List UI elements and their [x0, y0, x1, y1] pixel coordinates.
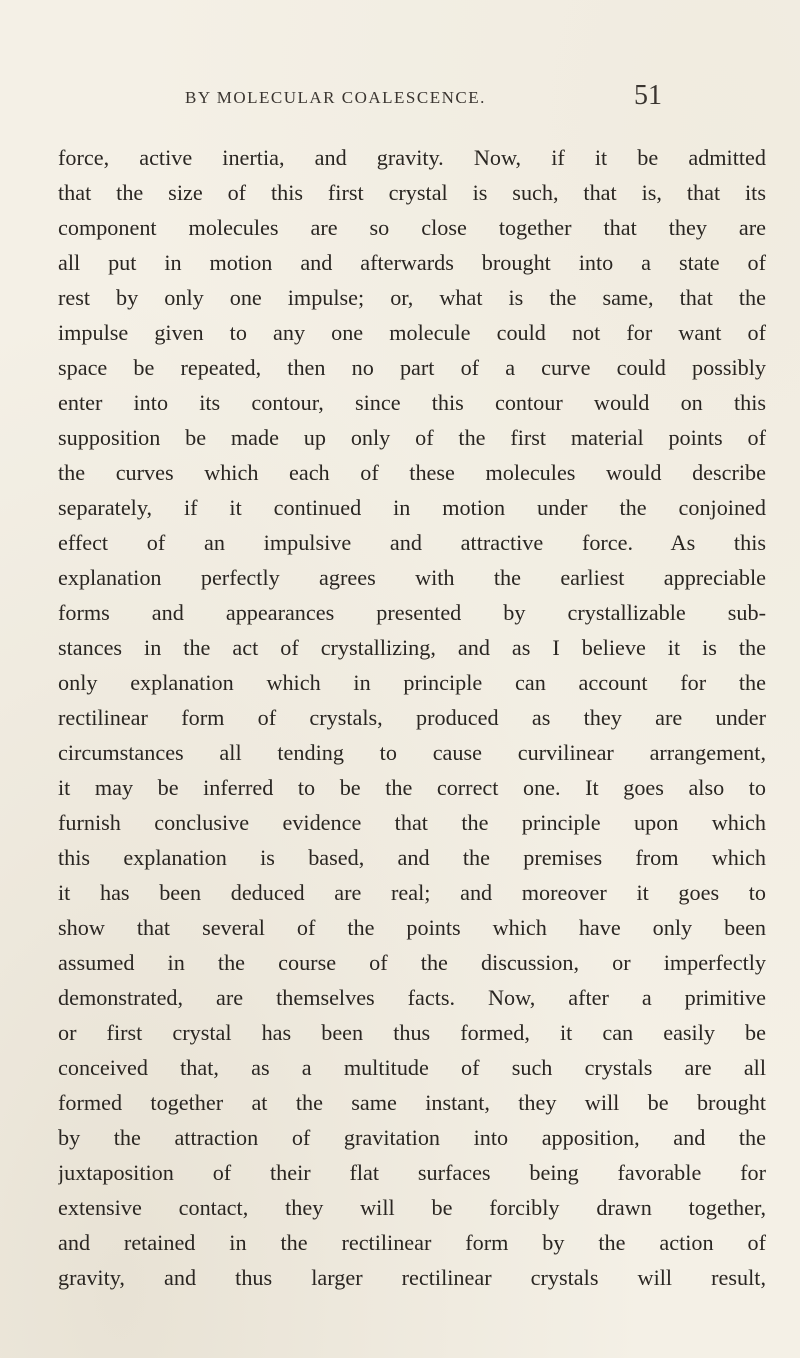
text-line: or first crystal has been thus formed, it can easily be: [58, 1020, 766, 1045]
text-line: all put in motion and afterwards brought into a state of: [58, 250, 766, 275]
text-line: gravity, and thus larger rectilinear crystals will result,: [58, 1265, 766, 1290]
running-head: [0, 80, 800, 110]
text-line: this explanation is based, and the premises from which: [58, 845, 766, 870]
text-line: rest by only one impulse; or, what is the same, that the: [58, 285, 766, 310]
text-line: explanation perfectly agrees with the earliest appreciable: [58, 565, 766, 590]
text-line: enter into its contour, since this contour would on this: [58, 390, 766, 415]
running-title: BY MOLECULAR COALESCENCE.: [185, 88, 486, 107]
text-line: only explanation which in principle can account for the: [58, 670, 766, 695]
text-line: demonstrated, are themselves facts. Now, after a primitive: [58, 985, 766, 1010]
text-line: circumstances all tending to cause curvilinear arrangement,: [58, 740, 766, 765]
text-line: assumed in the course of the discussion, or imperfectly: [58, 950, 766, 975]
text-line: separately, if it continued in motion under the conjoined: [58, 495, 766, 520]
text-line: it may be inferred to be the correct one. It goes also to: [58, 775, 766, 800]
text-line: force, active inertia, and gravity. Now, if it be admitted: [58, 145, 766, 170]
text-line: impulse given to any one molecule could not for want of: [58, 320, 766, 345]
text-line: formed together at the same instant, they will be brought: [58, 1090, 766, 1115]
text-line: show that several of the points which have only been: [58, 915, 766, 940]
text-line: component molecules are so close together that they are: [58, 215, 766, 240]
text-line: space be repeated, then no part of a curve could possibly: [58, 355, 766, 380]
text-line: conceived that, as a multitude of such crystals are all: [58, 1055, 766, 1080]
text-line: stances in the act of crystallizing, and as I believe it is the: [58, 635, 766, 660]
text-line: and retained in the rectilinear form by the action of: [58, 1230, 766, 1255]
text-line: juxtaposition of their flat surfaces being favorable for: [58, 1160, 766, 1185]
text-line: the curves which each of these molecules would describe: [58, 460, 766, 485]
body-text: [58, 140, 766, 1295]
page-number: 51: [634, 80, 662, 111]
text-line: forms and appearances presented by crystallizable sub-: [58, 600, 766, 625]
text-line: supposition be made up only of the first material points of: [58, 425, 766, 450]
text-line: by the attraction of gravitation into apposition, and the: [58, 1125, 766, 1150]
text-line: extensive contact, they will be forcibly drawn together,: [58, 1195, 766, 1220]
text-line: it has been deduced are real; and moreover it goes to: [58, 880, 766, 905]
text-line: that the size of this first crystal is such, that is, that its: [58, 180, 766, 205]
text-line: effect of an impulsive and attractive force. As this: [58, 530, 766, 555]
text-line: rectilinear form of crystals, produced as they are under: [58, 705, 766, 730]
text-line: furnish conclusive evidence that the principle upon which: [58, 810, 766, 835]
